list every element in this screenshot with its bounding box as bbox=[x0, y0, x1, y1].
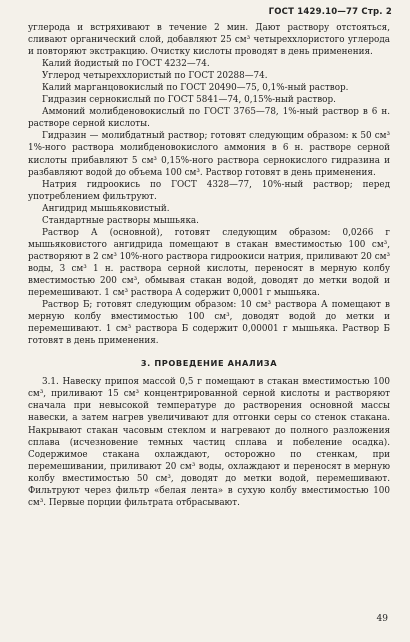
paragraph: Натрия гидроокись по ГОСТ 4328—77, 10%-ный раствор; перед употреблением фильтруют. bbox=[28, 179, 390, 202]
paragraph: Калий йодистый по ГОСТ 4232—74. bbox=[42, 59, 210, 70]
paragraph: Раствор А (основной), готовят следующим образом: 0,0266 г мышьяковистого ангидрида помещают в стакан вместимостью 100 см³, растворяют в 2 см³ 10%-ного раствора гидроокиси натрия, приливают 20 см³ воды, 3 см³ 1 н. раствора серной кислоты, переносят в мерную колбу вместимостью 200 см³, обмывая стакан водой, доводят до метки водой и перемешивают. 1 см³ раствора А содержит 0,0001 г мышьяка. bbox=[28, 227, 390, 299]
paragraph: Раствор Б; готовят следующим образом: 10 см³ раствора А помещают в мерную колбу вместимостью 100 см³, доводят водой до метки и перемешивают. 1 см³ раствора Б содержит 0,00001 г мышьяка. Раствор Б готовят в день применения. bbox=[28, 300, 390, 347]
document-body bbox=[28, 22, 390, 509]
paragraph: Калий марганцовокислый по ГОСТ 20490—75, 0,1%-ный раствор. bbox=[42, 83, 349, 94]
paragraph: 3.1. Навеску припоя массой 0,5 г помещают в стакан вместимостью 100 см³, приливают 15 см³ концентрированной серной кислоты и растворяют сначала при невысокой температуре до растворения основной массы навески, а затем нагрев увеличивают для отгонки серы со стенок стакана. Накрывают стакан часовым стеклом и нагревают до полного разложения сплава (исчезновение темных частиц сплава и побеление осадка). Содержимое стакана охлаждают, осторожно по стенкам, при перемешивании, приливают 20 см³ воды, охлаждают и переносят в мерную колбу вместимостью 50 см³, доводят до метки водой, перемешивают. Фильтруют через фильтр «белая лента» в сухую колбу вместимостью 100 см³. Первые порции фильтрата отбрасывают. bbox=[28, 377, 390, 508]
paragraph: Гидразин сернокислый по ГОСТ 5841—74, 0,15%-ный раствор. bbox=[42, 95, 336, 106]
paragraph: углерода и встряхивают в течение 2 мин. Дают раствору отстояться, сливают органический слой, добавляют 25 см³ четыреххлористого углерода и повторяют экстракцию. Очистку кислоты проводят в день применения. bbox=[28, 23, 390, 58]
page-number: 49 bbox=[376, 614, 388, 624]
section-heading: 3. ПРОВЕДЕНИЕ АНАЛИЗА bbox=[140, 358, 278, 369]
page-header: ГОСТ 1429.10—77 Стр. 2 bbox=[268, 7, 392, 17]
paragraph: Стандартные растворы мышьяка. bbox=[42, 215, 199, 226]
paragraph: Углерод четыреххлористый по ГОСТ 20288—74. bbox=[42, 71, 268, 82]
paragraph: Гидразин — молибдатный раствор; готовят следующим образом: к 50 см³ 1%-ного раствора молибденовокислого аммония в 6 н. растворе серной кислоты прибавляют 5 см³ 0,15%-ного раствора сернокислого гидразина и разбавляют водой до объема 100 см³. Раствор готовят в день применения. bbox=[28, 131, 390, 178]
paragraph: Аммоний молибденовокислый по ГОСТ 3765—78, 1%-ный раствор в 6 н. растворе серной кислоты. bbox=[28, 107, 390, 130]
paragraph: Ангидрид мышьяковистый. bbox=[42, 203, 170, 214]
